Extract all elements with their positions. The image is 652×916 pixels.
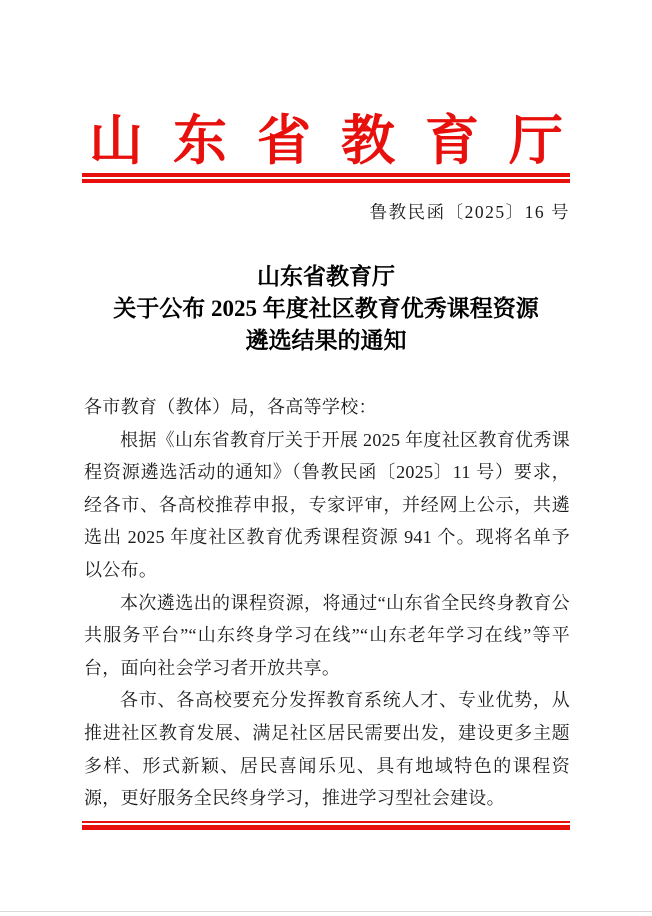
notice-title	[0, 261, 652, 357]
notice-title-line-1: 山东省教育厅	[257, 264, 395, 289]
header-red-divider	[82, 173, 570, 183]
document-number: 鲁教民函〔2025〕16 号	[369, 202, 570, 222]
body-paragraph-3: 各市、各高校要充分发挥教育系统人才、专业优势，从推进社区教育发展、满足社区居民需要出发，建设更多主题多样、形式新颖、居民喜闻乐见、具有地域特色的课程资源，更好服务全民终身学习，推进学习型社会建设。	[84, 690, 570, 809]
page-bottom-edge	[0, 911, 652, 912]
body-paragraph-2: 本次遴选出的课程资源，将通过“山东省全民终身教育公共服务平台”“山东终身学习在线”“山东老年学习在线”等平台，面向社会学习者开放共享。	[84, 592, 570, 678]
agency-header-title: 山东省教育厅	[89, 111, 593, 171]
footer-red-divider	[82, 821, 570, 830]
notice-title-line-2: 关于公布 2025 年度社区教育优秀课程资源	[113, 296, 539, 321]
salutation-line: 各市教育（教体）局，各高等学校：	[84, 397, 377, 417]
notice-body	[84, 391, 570, 815]
body-paragraph-1: 根据《山东省教育厅关于开展 2025 年度社区教育优秀课程资源遴选活动的通知》（鲁教民函〔2025〕11 号）要求，经各市、各高校推荐申报，专家评审，并经网上公示，共遴选出 2025 年度社区教育优秀课程资源 941 个。现将名单予以公布。	[84, 429, 570, 580]
notice-title-line-3: 遴选结果的通知	[245, 328, 407, 353]
